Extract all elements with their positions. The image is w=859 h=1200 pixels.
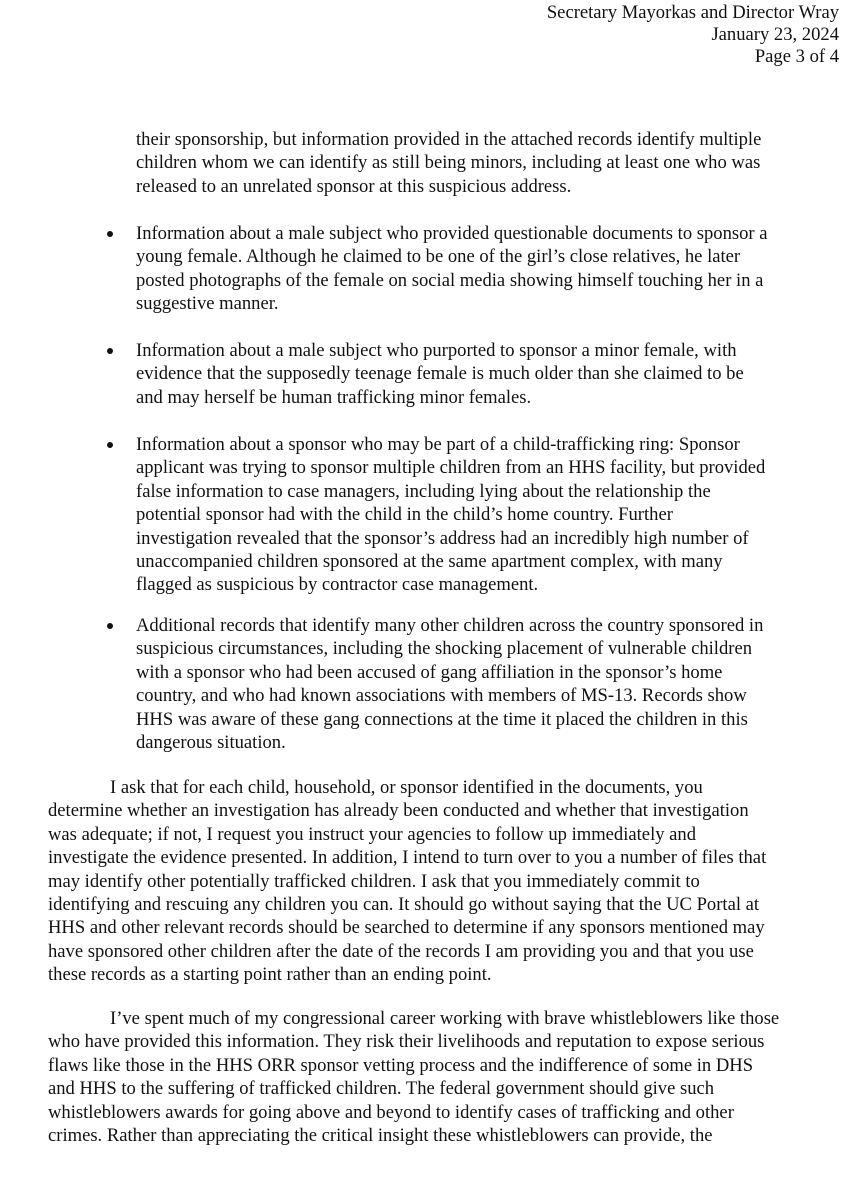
text-line: Information about a male subject who provided questionable documents to sponsor a — [136, 223, 768, 244]
header-date: January 23, 2024 — [711, 24, 839, 45]
text-line: false information to case managers, including lying about the relationship the — [136, 480, 711, 502]
body-paragraph — [48, 1007, 779, 1147]
bullet-item — [136, 614, 763, 754]
bullet-icon — [107, 442, 113, 448]
text-line: with a sponsor who had been accused of gang affiliation in the sponsor’s home — [136, 661, 723, 683]
text-line: unaccompanied children sponsored at the same apartment complex, with many — [136, 551, 723, 573]
text-line: investigation revealed that the sponsor’s address had an incredibly high number of — [136, 527, 749, 549]
text-line: crimes. Rather than appreciating the critical insight these whistleblowers can provide, the — [48, 1125, 713, 1147]
bullet-continuation — [136, 128, 761, 198]
text-line: flagged as suspicious by contractor case management. — [136, 574, 539, 596]
letter-header — [547, 2, 839, 68]
text-line: evidence that the supposedly teenage female is much older than she claimed to be — [136, 363, 744, 385]
text-line: whistleblowers awards for going above and beyond to identify cases of trafficking and other — [48, 1101, 734, 1123]
header-page-number: Page 3 of 4 — [754, 46, 839, 67]
bullet-icon — [107, 623, 113, 629]
text-line: potential sponsor had with the child in the child’s home country. Further — [136, 504, 673, 526]
bullet-item — [136, 339, 744, 409]
bullet-item — [136, 222, 768, 316]
text-line: country, and who had known associations with members of MS-13. Records show — [136, 685, 747, 707]
text-line: their sponsorship, but information provided in the attached records identify multiple — [136, 129, 762, 150]
text-line: investigate the evidence presented. In addition, I intend to turn over to you a number of files that — [48, 847, 767, 869]
text-line: young female. Although he claimed to be one of the girl’s close relatives, he later — [136, 246, 741, 268]
text-line: posted photographs of the female on social media showing himself touching her in a — [136, 269, 764, 291]
text-line: have sponsored other children after the date of the records I am providing you and that you use — [48, 940, 754, 962]
text-line: and may herself be human trafficking minor females. — [136, 386, 532, 408]
bullet-icon — [107, 231, 113, 237]
text-line: suggestive manner. — [136, 293, 279, 315]
text-line: I’ve spent much of my congressional career working with brave whistleblowers like those — [110, 1008, 780, 1029]
text-line: Additional records that identify many other children across the country sponsored in — [136, 615, 764, 636]
text-line: dangerous situation. — [136, 732, 286, 754]
text-line: suspicious circumstances, including the shocking placement of vulnerable children — [136, 638, 752, 660]
text-line: these records as a starting point rather than an ending point. — [48, 964, 492, 986]
bullet-icon — [107, 348, 113, 354]
text-line: was adequate; if not, I request you instruct your agencies to follow up immediately and — [48, 823, 697, 845]
text-line: Information about a male subject who purported to sponsor a minor female, with — [136, 340, 737, 361]
text-line: I ask that for each child, household, or sponsor identified in the documents, you — [110, 777, 703, 798]
text-line: determine whether an investigation has already been conducted and whether that investigation — [48, 800, 749, 822]
header-recipients: Secretary Mayorkas and Director Wray — [546, 2, 839, 23]
text-line: released to an unrelated sponsor at this suspicious address. — [136, 175, 572, 197]
text-line: who have provided this information. They risk their livelihoods and reputation to expose serious — [48, 1031, 765, 1053]
text-line: children whom we can identify as still being minors, including at least one who was — [136, 152, 761, 174]
text-line: applicant was trying to sponsor multiple children from an HHS facility, but provided — [136, 457, 766, 479]
bullet-item — [136, 433, 765, 597]
text-line: and HHS to the suffering of trafficked children. The federal government should give such — [48, 1078, 715, 1100]
text-line: Information about a sponsor who may be part of a child-trafficking ring: Sponsor — [136, 434, 740, 455]
text-line: HHS was aware of these gang connections at the time it placed the children in this — [136, 708, 748, 730]
body-paragraph — [48, 776, 766, 987]
text-line: flaws like those in the HHS ORR sponsor vetting process and the indifference of some in DHS — [48, 1054, 754, 1076]
text-line: HHS and other relevant records should be searched to determine if any sponsors mentioned may — [48, 917, 765, 939]
text-line: identifying and rescuing any children you can. It should go without saying that the UC Portal at — [48, 894, 760, 916]
text-line: may identify other potentially trafficked children. I ask that you immediately commit to — [48, 870, 700, 892]
